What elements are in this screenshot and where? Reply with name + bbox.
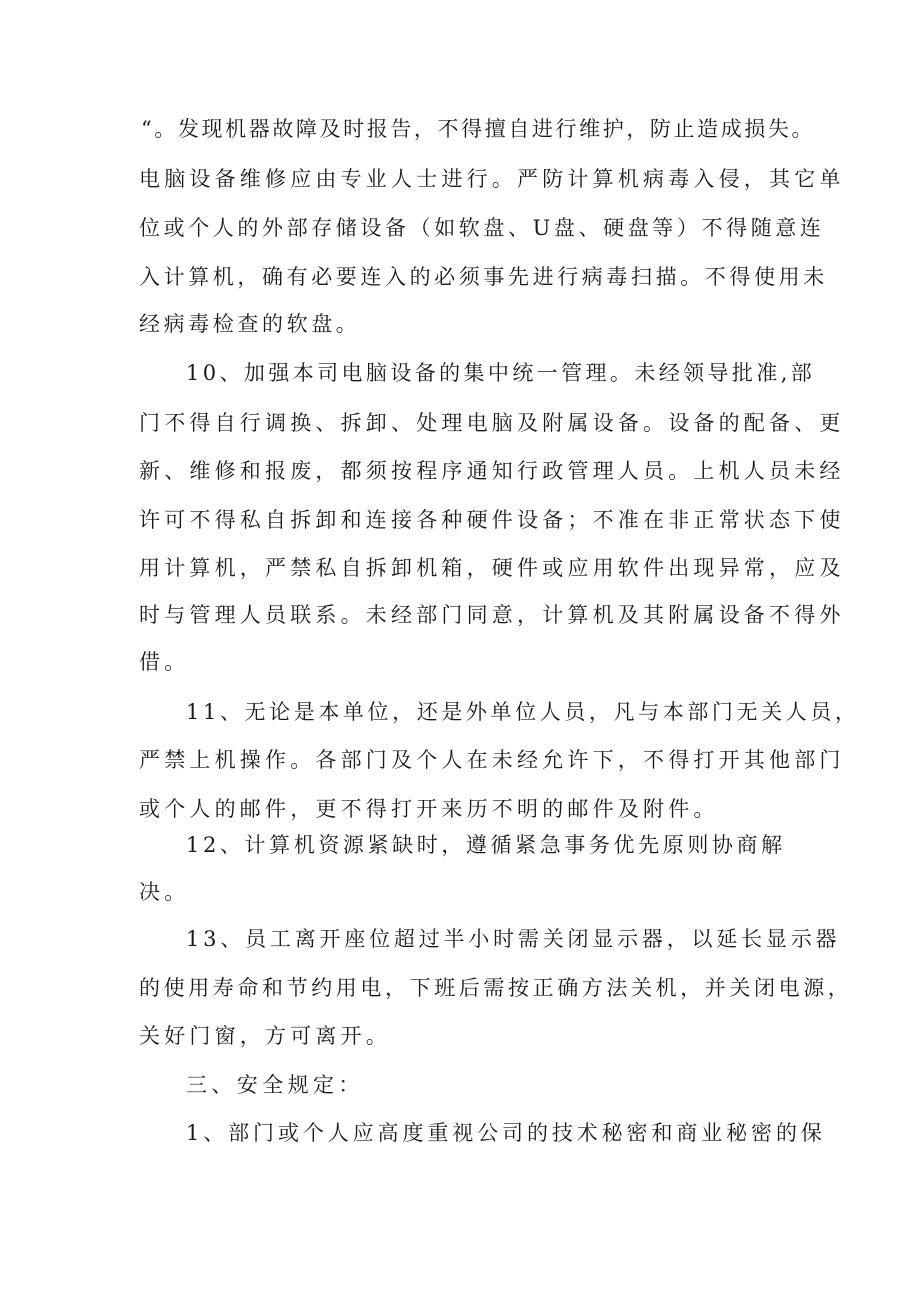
text-line: 门不得自行调换、拆卸、处理电脑及附属设备。设备的配备、更 [139,411,845,435]
paragraph-first-line: 11、无论是本单位，还是外单位人员，凡与本部门无关人员， [186,700,860,724]
paragraph-first-line: 13、员工离开座位超过半小时需关闭显示器，以延长显示器 [186,927,841,951]
text-line: 经病毒检查的软盘。 [139,312,361,336]
text-line: 关好门窗，方可离开。 [139,1024,391,1048]
text-line: 的使用寿命和节约用电，下班后需按正确方法关机，并关闭电源， [139,976,853,1000]
text-line: 严禁上机操作。各部门及个人在未经允许下，不得打开其他部门 [139,748,845,772]
paragraph-first-line: 1、部门或个人应高度重视公司的技术秘密和商业秘密的保 [186,1121,826,1145]
text-line: “。发现机器故障及时报告，不得擅自进行维护，防止造成损失。 [141,117,816,141]
section-heading: 三、安全规定： [186,1073,364,1097]
paragraph-first-line: 12、计算机资源紧缺时，遵循紧急事务优先原则协商解 [186,833,786,857]
text-line: 借。 [139,650,190,674]
text-line: 位或个人的外部存储设备（如软盘、U盘、硬盘等）不得随意连 [139,216,825,240]
text-line: 电脑设备维修应由专业人士进行。严防计算机病毒入侵，其它单 [139,167,845,191]
text-line: 用计算机，严禁私自拆卸机箱，硬件或应用软件出现异常，应及 [139,556,845,580]
text-line: 新、维修和报废，都须按程序通知行政管理人员。上机人员未经 [139,459,845,483]
text-line: 或个人的邮件，更不得打开来历不明的邮件及附件。 [139,797,719,821]
text-line: 决。 [139,880,190,904]
paragraph-first-line: 10、加强本司电脑设备的集中统一管理。未经领导批准,部 [186,361,816,385]
text-line: 时与管理人员联系。未经部门同意，计算机及其附属设备不得外 [139,603,845,627]
text-line: 许可不得私自拆卸和连接各种硬件设备；不准在非正常状态下使 [139,508,845,532]
text-line: 入计算机，确有必要连入的必须事先进行病毒扫描。不得使用未 [139,265,828,289]
